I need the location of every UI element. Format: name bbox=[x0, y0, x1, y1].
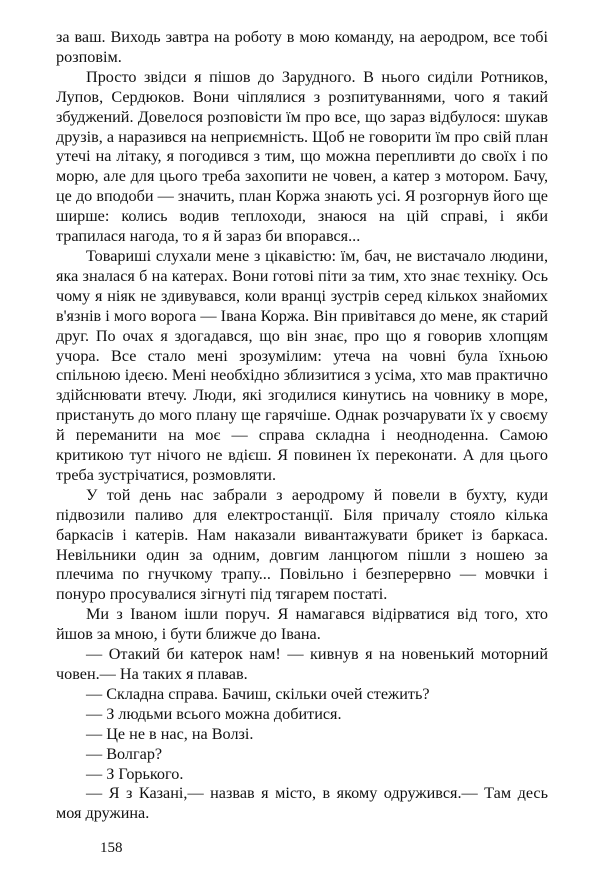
page-text bbox=[56, 28, 548, 824]
dialogue-line: — Складна справа. Бачиш, скільки очей стежить? bbox=[86, 684, 430, 703]
paragraph: Просто звідси я пішов до Зарудного. В нього сиділи Ротников, Лупов, Сердюков. Вони чіплялися з розпитуваннями, чого я такий збуджений. Довелося розповісти їм про все, що зараз відбулося: шукав друзів, а наразився на неприємність. Щоб не говорити їм про свій план утечі на літаку, я погодився з тим, що можна перепливти до своїх і по морю, але для цього треба захопити не човен, а катер з мотором. Бачу, це до вподоби — значить, план Коржа знають усі. Я розгорнув його ще ширше: колись водив теплоходи, знаюся на цій справі, і якби трапилася нагода, то я й зараз би впорався... bbox=[56, 67, 548, 246]
dialogue-line: — Я з Казані,— назвав я місто, в якому одружився.— Там десь моя дружина. bbox=[56, 784, 548, 823]
dialogue-line: — З людьми всього можна добитися. bbox=[86, 704, 342, 723]
page-number: 158 bbox=[100, 840, 123, 856]
dialogue-line: — Отакий би катерок нам! — кивнув я на новенький моторний човен.— На таких я плавав. bbox=[56, 645, 548, 683]
dialogue-line: — З Горького. bbox=[86, 764, 184, 783]
dialogue-line: — Волгар? bbox=[86, 744, 163, 763]
dialogue-line: — Це не в нас, на Волзі. bbox=[86, 724, 254, 743]
paragraph: Товариші слухали мене з цікавістю: їм, бач, не вистачало людини, яка зналася б на катерах. Вони готові піти за тим, хто знає техніку. Ось чому я ніяк не здивувався, коли вранці зустрів серед кількох знайомих в'язнів і мого ворога — Івана Коржа. Він привітався до мене, як старий друг. По очах я здогадався, що він знає, про що я говорив хлопцям учора. Все стало мені зрозумілим: утеча на човні була їхньою спільною ідеєю. Мені необхідно зблизитися з усіма, хто мав практично здійснювати втечу. Люди, які згодилися кинутись на човнику в море, пристануть до мого плану ще гарячіше. Однак розчарувати їх у своєму й переманити на моє — справа складна і неодноденна. Самою критикою тут нічого не вдієш. Я повинен їх переконати. А для цього треба зустрічатися, розмовляти. bbox=[56, 246, 548, 484]
paragraph: за ваш. Виходь завтра на роботу в мою команду, на аеродром, все тобі розповім. bbox=[56, 28, 548, 66]
paragraph: Ми з Іваном ішли поруч. Я намагався відірватися від того, хто йшов за мною, і бути ближче до Івана. bbox=[56, 605, 548, 644]
paragraph: У той день нас забрали з аеродрому й повели в бухту, куди підвозили паливо для електростанції. Біля причалу стояло кілька баркасів і катерів. Нам наказали вивантажувати брикет із баркаса. Невільники один за одним, довгим ланцюгом пішли з ношею за плечима по гнучкому трапу... Повільно і безперервно — мовчки і понуро просувалися зігнуті під тягарем постаті. bbox=[56, 485, 548, 604]
